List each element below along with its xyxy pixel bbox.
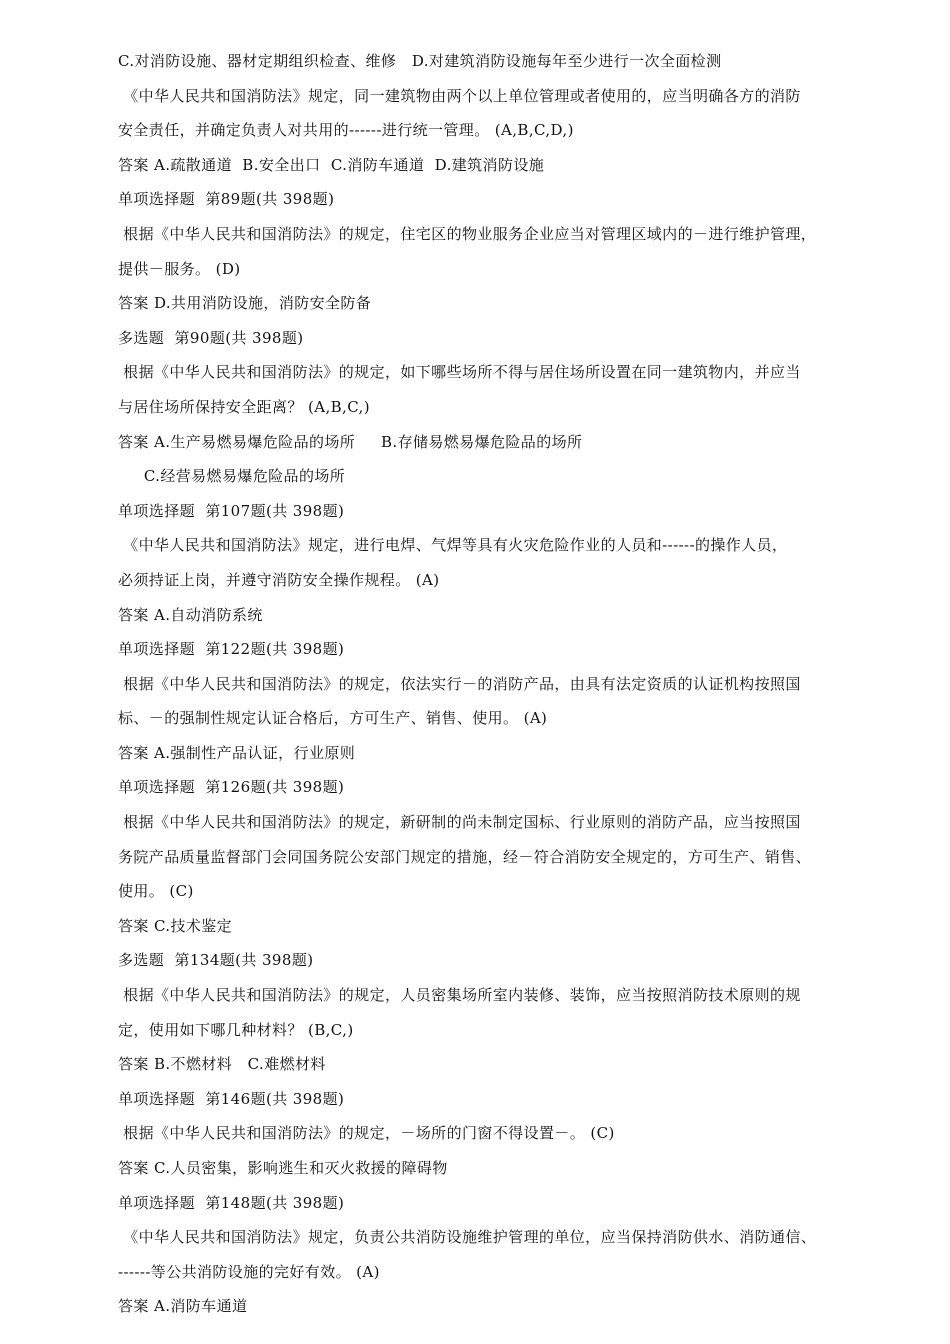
question-text: 根据《中华人民共和国消防法》的规定，依法实行－的消防产品，由具有法定资质的认证机构按照国 xyxy=(118,674,801,693)
answer-line: 答案 D.共用消防设施，消防安全防备 xyxy=(118,294,372,313)
document-page xyxy=(118,44,898,1324)
question-header: 单项选择题 第107题(共 398题) xyxy=(118,501,345,520)
question-text: 根据《中华人民共和国消防法》的规定，新研制的尚未制定国标、行业原则的消防产品，应当按照国 xyxy=(118,813,801,832)
question-header: 单项选择题 第126题(共 398题) xyxy=(118,778,345,797)
option-line: C.对消防设施、器材定期组织检查、维修 D.对建筑消防设施每年至少进行一次全面检测 xyxy=(118,52,722,70)
answer-line: 答案 A.自动消防系统 xyxy=(118,605,263,624)
question-text: 根据《中华人民共和国消防法》的规定，人员密集场所室内装修、装饰，应当按照消防技术原则的规 xyxy=(118,986,801,1005)
question-text: 使用。 (C) xyxy=(118,882,194,901)
answer-line: 答案 C.技术鉴定 xyxy=(118,916,233,935)
question-text: ------等公共消防设施的完好有效。 (A) xyxy=(118,1262,380,1281)
question-text: 定，使用如下哪几种材料？ (B,C,) xyxy=(118,1020,354,1039)
answer-line: 答案 A.强制性产品认证，行业原则 xyxy=(118,743,356,762)
question-header: 单项选择题 第89题(共 398题) xyxy=(118,190,335,209)
question-text: 提供－服务。 (D) xyxy=(118,259,241,278)
question-header: 单项选择题 第148题(共 398题) xyxy=(118,1193,345,1212)
question-text: 根据《中华人民共和国消防法》的规定，如下哪些场所不得与居住场所设置在同一建筑物内，并应当 xyxy=(118,363,801,382)
question-header: 多选题 第90题(共 398题) xyxy=(118,328,304,347)
answer-line: 答案 A.消防车通道 xyxy=(118,1297,248,1316)
question-text: 标、－的强制性规定认证合格后，方可生产、销售、使用。 (A) xyxy=(118,709,548,728)
answer-line: C.经营易燃易爆危险品的场所 xyxy=(118,467,346,486)
question-text: 与居住场所保持安全距离？ (A,B,C,) xyxy=(118,397,370,416)
question-text: 《中华人民共和国消防法》规定，进行电焊、气焊等具有火灾危险作业的人员和------的操作人员， xyxy=(118,536,788,555)
question-header: 单项选择题 第122题(共 398题) xyxy=(118,640,345,659)
question-text: 根据《中华人民共和国消防法》的规定，－场所的门窗不得设置－。 (C) xyxy=(118,1124,615,1143)
answer-line: 答案 C.人员密集，影响逃生和灭火救援的障碍物 xyxy=(118,1159,448,1177)
answer-line: 答案 A.疏散通道 B.安全出口 C.消防车通道 D.建筑消防设施 xyxy=(118,155,545,174)
question-text: 安全责任，并确定负责人对共用的------进行统一管理。 (A,B,C,D,) xyxy=(118,121,574,140)
question-text: 《中华人民共和国消防法》规定，同一建筑物由两个以上单位管理或者使用的，应当明确各方的消防 xyxy=(118,86,801,105)
question-text: 必须持证上岗，并遵守消防安全操作规程。 (A) xyxy=(118,570,440,589)
answer-line: 答案 B.不燃材料 C.难燃材料 xyxy=(118,1055,326,1074)
question-header: 多选题 第134题(共 398题) xyxy=(118,951,314,970)
answer-line: 答案 A.生产易燃易爆危险品的场所 B.存储易燃易爆危险品的场所 xyxy=(118,432,583,451)
question-header: 单项选择题 第146题(共 398题) xyxy=(118,1089,345,1108)
question-text: 根据《中华人民共和国消防法》的规定，住宅区的物业服务企业应当对管理区域内的－进行维护管理， xyxy=(118,224,817,243)
question-text: 《中华人民共和国消防法》规定，负责公共消防设施维护管理的单位，应当保持消防供水、消防通信、 xyxy=(118,1228,817,1247)
question-text: 务院产品质量监督部门会同国务院公安部门规定的措施，经－符合消防安全规定的，方可生产、销售、 xyxy=(118,847,812,866)
